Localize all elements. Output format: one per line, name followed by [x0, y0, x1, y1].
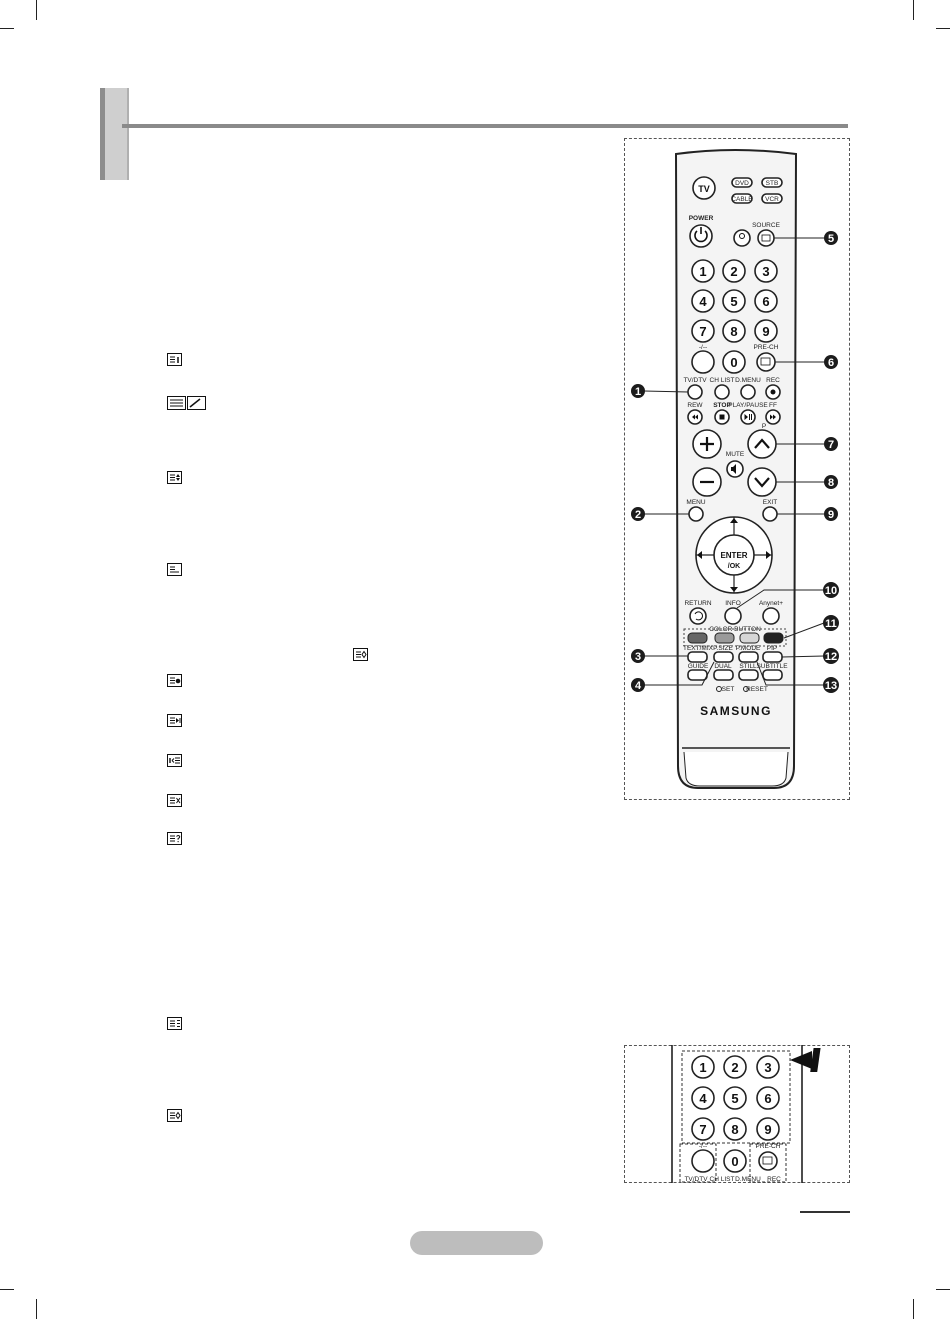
volume-up-button[interactable]	[693, 430, 721, 458]
anynet-label: Anynet+	[758, 600, 784, 607]
svg-text:0: 0	[730, 355, 738, 370]
color-button-label: COLOR BUTTON	[709, 626, 761, 633]
guide-button[interactable]	[688, 670, 707, 680]
svg-text:13: 13	[824, 680, 838, 692]
exit-label: EXIT	[762, 499, 778, 506]
title-bar	[100, 88, 129, 180]
dmenu-button[interactable]	[741, 385, 755, 399]
svg-text:ENTER: ENTER	[720, 551, 748, 560]
pmode-button[interactable]	[739, 652, 758, 662]
crop-mark	[36, 1299, 37, 1319]
return-button[interactable]	[690, 608, 706, 624]
svg-text:4: 4	[699, 1091, 707, 1106]
callout-9	[824, 507, 838, 521]
svg-text:0: 0	[731, 1154, 739, 1169]
callout-10	[823, 582, 839, 598]
inset-prech-label: PRE-CH	[755, 1143, 781, 1150]
digit-2-button[interactable]	[723, 260, 745, 282]
svg-text:TV: TV	[698, 184, 710, 194]
digit-0-button[interactable]	[723, 351, 745, 373]
svg-text:1: 1	[699, 264, 707, 279]
callout-12	[823, 648, 839, 664]
digit-4-button[interactable]	[692, 290, 714, 312]
callout-6	[824, 355, 838, 369]
info-icon	[167, 353, 182, 366]
svg-text:2: 2	[731, 1060, 739, 1075]
title-rule	[122, 124, 848, 128]
cable-mode-button[interactable]	[731, 194, 753, 203]
mute-button[interactable]	[727, 461, 743, 477]
svg-text:6: 6	[764, 1091, 772, 1106]
svg-text:6: 6	[762, 294, 770, 309]
menu-label: MENU	[686, 499, 706, 506]
crop-mark	[913, 0, 914, 20]
menu-button[interactable]	[689, 507, 703, 521]
guide-label: GUIDE	[687, 663, 709, 670]
reset-label: RESET	[746, 686, 768, 693]
svg-text:3: 3	[634, 651, 642, 663]
playpause-button[interactable]	[741, 410, 755, 424]
tvdtv-label: TV/DTV	[683, 377, 707, 384]
rew-button[interactable]	[688, 410, 702, 424]
inset-chlist-label: CH LIST	[709, 1176, 735, 1183]
svg-text:8: 8	[730, 324, 738, 339]
inset-digit-8-button[interactable]	[724, 1118, 746, 1140]
svg-text:7: 7	[827, 439, 835, 451]
info-label: INFO	[725, 600, 741, 607]
svg-text:7: 7	[699, 1122, 707, 1137]
callout-5	[824, 231, 838, 245]
power-button[interactable]	[690, 225, 712, 247]
inset-digit-9-button[interactable]	[757, 1118, 779, 1140]
index-icon	[167, 832, 182, 845]
subtitle-label: SUBTITLE	[756, 663, 788, 670]
svg-text:CABLE: CABLE	[731, 196, 753, 203]
subpage-icon	[167, 563, 182, 576]
svg-text:9: 9	[827, 509, 835, 521]
svg-text:11: 11	[825, 618, 837, 630]
dvd-mode-button[interactable]	[732, 178, 752, 187]
digit-3-button[interactable]	[755, 260, 777, 282]
svg-text:5: 5	[827, 233, 835, 245]
digit-9-button[interactable]	[755, 320, 777, 342]
svg-text:9: 9	[762, 324, 770, 339]
pip-label: PIP	[766, 645, 778, 652]
callout-13	[823, 677, 839, 693]
still-button[interactable]	[739, 670, 758, 680]
svg-text:5: 5	[730, 294, 738, 309]
inset-digit-3-button[interactable]	[757, 1056, 779, 1078]
inset-tvdtv-label: TV/DTV	[684, 1176, 708, 1183]
svg-text:5: 5	[731, 1091, 739, 1106]
inset-dash-button[interactable]	[692, 1150, 714, 1172]
tvdtv-button[interactable]	[688, 385, 702, 399]
size-icon	[167, 471, 182, 484]
set-label: SET	[721, 686, 735, 693]
inset-digit-0-button[interactable]	[724, 1150, 746, 1172]
footer-rule	[800, 1211, 850, 1213]
svg-text:6: 6	[827, 357, 835, 369]
svg-text:DVD: DVD	[735, 180, 749, 187]
return-label: RETURN	[684, 600, 712, 607]
vcr-mode-button[interactable]	[762, 194, 782, 203]
stop-button[interactable]	[715, 410, 729, 424]
p-label: P	[761, 423, 767, 430]
rec-label: REC	[766, 377, 780, 384]
chlist-label: CH LIST	[709, 377, 735, 384]
inset-digit-5-button[interactable]	[724, 1087, 746, 1109]
dual-label: DUAL	[714, 663, 732, 670]
playpause-label: PLAY/PAUSE	[728, 402, 768, 409]
hold-icon	[167, 714, 182, 727]
svg-text:9: 9	[764, 1122, 772, 1137]
svg-text:8: 8	[827, 477, 835, 489]
remote-control-illustration	[624, 138, 850, 800]
dmenu-label: D.MENU	[735, 377, 761, 384]
callout-11	[823, 615, 839, 631]
digit-6-button[interactable]	[755, 290, 777, 312]
source-label: SOURCE	[752, 222, 780, 229]
svg-text:VCR: VCR	[765, 196, 779, 203]
svg-text:10: 10	[824, 585, 838, 597]
svg-text:/OK: /OK	[727, 563, 741, 570]
inset-digit-4-button[interactable]	[692, 1087, 714, 1109]
textmix-label: TEXT/MIX	[683, 645, 713, 652]
svg-text:3: 3	[762, 264, 770, 279]
svg-text:2: 2	[634, 509, 642, 521]
inset-dmenu-label: D.MENU	[735, 1176, 761, 1183]
prech-label: PRE-CH	[753, 344, 779, 351]
mode-icon	[353, 648, 368, 661]
store-icon	[167, 794, 182, 807]
stop-label: STOP	[713, 402, 731, 409]
numeric-keypad-inset	[624, 1045, 850, 1183]
digit-5-button[interactable]	[723, 290, 745, 312]
svg-text:4: 4	[634, 680, 642, 692]
yellow-color-button[interactable]	[740, 633, 759, 643]
ff-button[interactable]	[766, 410, 780, 424]
crop-mark	[36, 0, 37, 20]
callout-8	[824, 475, 838, 489]
channel-up-button[interactable]	[748, 430, 776, 458]
list-icon	[167, 1017, 182, 1030]
dash-label: -/--	[698, 344, 708, 351]
blue-color-button[interactable]	[764, 633, 783, 643]
rec-button[interactable]	[766, 385, 780, 399]
textmix-button[interactable]	[688, 652, 707, 662]
psize-label: P.SIZE	[713, 645, 733, 652]
callout-4	[631, 678, 645, 692]
svg-text:STB: STB	[765, 180, 779, 187]
volume-down-button[interactable]	[693, 468, 721, 496]
rew-label: REW	[687, 402, 703, 409]
green-color-button[interactable]	[715, 633, 734, 643]
red-color-button[interactable]	[688, 633, 707, 643]
crop-mark	[936, 28, 950, 29]
light-button[interactable]	[734, 230, 750, 246]
info-button[interactable]	[725, 608, 741, 624]
svg-text:7: 7	[699, 324, 707, 339]
digit-7-button[interactable]	[692, 320, 714, 342]
crop-mark	[913, 1299, 914, 1319]
svg-text:1: 1	[634, 386, 642, 398]
svg-text:12: 12	[824, 651, 838, 663]
inset-digit-2-button[interactable]	[724, 1056, 746, 1078]
callout-7	[824, 437, 838, 451]
svg-text:1: 1	[699, 1060, 707, 1075]
pip-button[interactable]	[763, 652, 782, 662]
mode-icon	[167, 1109, 182, 1122]
svg-text:8: 8	[731, 1122, 739, 1137]
svg-text:3: 3	[764, 1060, 772, 1075]
inset-dash-label: -/--	[698, 1143, 708, 1150]
anynet-button[interactable]	[763, 608, 779, 624]
callout-3	[631, 649, 645, 663]
dash-button[interactable]	[692, 351, 714, 373]
inset-digit-6-button[interactable]	[757, 1087, 779, 1109]
svg-text:2: 2	[730, 264, 738, 279]
crop-mark	[0, 1289, 14, 1290]
callout-1	[631, 384, 645, 398]
digit-1-button[interactable]	[692, 260, 714, 282]
crop-mark	[936, 1289, 950, 1290]
exit-button[interactable]	[763, 507, 777, 521]
cancel-icon	[167, 754, 182, 767]
inset-rec-label: REC	[767, 1176, 781, 1183]
prech-button[interactable]	[757, 353, 775, 371]
svg-text:4: 4	[699, 294, 707, 309]
mix-icon	[167, 396, 207, 410]
dual-button[interactable]	[714, 670, 733, 680]
tv-mode-button[interactable]	[693, 177, 715, 199]
pmode-label: P.MODE	[735, 645, 761, 652]
power-label: POWER	[688, 215, 714, 222]
source-button[interactable]	[758, 230, 774, 246]
samsung-logo: SAMSUNG	[700, 704, 772, 718]
stb-mode-button[interactable]	[762, 178, 782, 187]
inset-prech-button[interactable]	[759, 1152, 777, 1170]
ff-label: FF	[769, 402, 777, 409]
callout-2	[631, 507, 645, 521]
crop-mark	[0, 28, 14, 29]
digit-8-button[interactable]	[723, 320, 745, 342]
still-label: STILL	[739, 663, 757, 670]
inset-digit-7-button[interactable]	[692, 1118, 714, 1140]
pointer-arrow-icon	[790, 1048, 821, 1072]
reveal-icon	[167, 674, 182, 687]
chlist-button[interactable]	[715, 385, 729, 399]
psize-button[interactable]	[714, 652, 733, 662]
channel-down-button[interactable]	[748, 468, 776, 496]
mute-label: MUTE	[725, 451, 745, 458]
inset-digit-1-button[interactable]	[692, 1056, 714, 1078]
subtitle-button[interactable]	[763, 670, 782, 680]
page-number-pill	[410, 1231, 543, 1255]
